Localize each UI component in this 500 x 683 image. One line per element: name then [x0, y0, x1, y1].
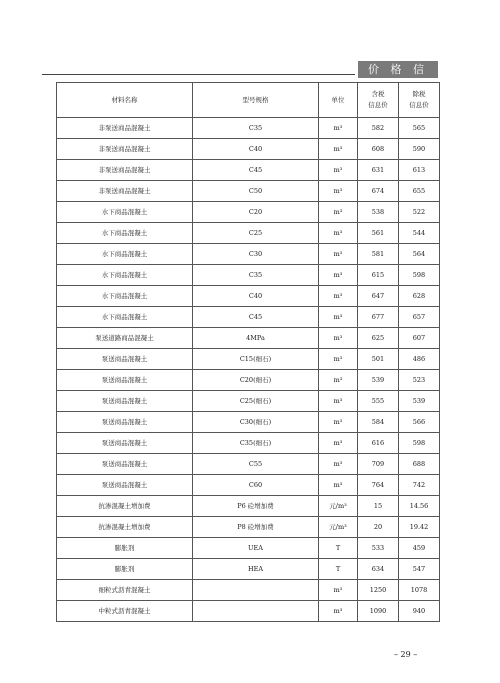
cell-name: 膨胀剂: [57, 559, 193, 580]
cell-name: 水下商品混凝土: [57, 223, 193, 244]
cell-unit: T: [319, 538, 358, 559]
cell-spec: C35: [193, 118, 319, 139]
cell-tax-excl: 544: [399, 223, 440, 244]
cell-tax-excl: 590: [399, 139, 440, 160]
cell-tax-incl: 647: [358, 286, 399, 307]
cell-tax-incl: 501: [358, 349, 399, 370]
cell-name: 泵送商品混凝土: [57, 412, 193, 433]
cell-tax-excl: 564: [399, 244, 440, 265]
cell-name: 水下商品混凝土: [57, 307, 193, 328]
table-row: [57, 496, 440, 517]
cell-unit: m³: [319, 601, 358, 622]
table-row: [57, 328, 440, 349]
cell-spec: C30(细石): [193, 412, 319, 433]
cell-spec: C15(细石): [193, 349, 319, 370]
table-row: [57, 433, 440, 454]
cell-spec: C25: [193, 223, 319, 244]
table-row: [57, 349, 440, 370]
cell-spec: C35: [193, 265, 319, 286]
cell-spec: C35(细石): [193, 433, 319, 454]
cell-name: 泵送道路商品混凝土: [57, 328, 193, 349]
cell-name: 泵送商品混凝土: [57, 370, 193, 391]
col-header-tax-excl-line1: 除税: [412, 90, 426, 98]
cell-tax-excl: 523: [399, 370, 440, 391]
table-row: [57, 580, 440, 601]
section-tab: 价 格 信 息: [358, 61, 438, 78]
cell-spec: C20: [193, 202, 319, 223]
cell-unit: T: [319, 559, 358, 580]
cell-name: 非泵送商品混凝土: [57, 139, 193, 160]
cell-name: 泵送商品混凝土: [57, 454, 193, 475]
cell-unit: m³: [319, 223, 358, 244]
cell-tax-incl: 584: [358, 412, 399, 433]
table-row: [57, 307, 440, 328]
table-row: [57, 244, 440, 265]
cell-spec: 4MPa: [193, 328, 319, 349]
cell-unit: m³: [319, 370, 358, 391]
cell-tax-excl: 657: [399, 307, 440, 328]
cell-spec: C30: [193, 244, 319, 265]
header-rule: [42, 74, 355, 75]
table-row: [57, 139, 440, 160]
cell-tax-incl: 1090: [358, 601, 399, 622]
col-header-tax-incl-line1: 含税: [371, 90, 385, 98]
cell-unit: m³: [319, 181, 358, 202]
cell-name: 水下商品混凝土: [57, 286, 193, 307]
cell-tax-incl: 677: [358, 307, 399, 328]
cell-spec: HEA: [193, 559, 319, 580]
table-row: [57, 118, 440, 139]
cell-spec: C45: [193, 160, 319, 181]
cell-unit: m³: [319, 265, 358, 286]
cell-tax-incl: 674: [358, 181, 399, 202]
col-header-tax-excl-line2: 信息价: [409, 101, 429, 109]
cell-name: 水下商品混凝土: [57, 265, 193, 286]
cell-spec: [193, 580, 319, 601]
cell-tax-excl: 486: [399, 349, 440, 370]
cell-unit: m³: [319, 328, 358, 349]
cell-unit: m³: [319, 433, 358, 454]
page-number: – 29 –: [394, 650, 418, 659]
cell-unit: m³: [319, 580, 358, 601]
cell-tax-incl: 15: [358, 496, 399, 517]
cell-name: 抗渗混凝土增加费: [57, 496, 193, 517]
cell-spec: C55: [193, 454, 319, 475]
cell-name: 水下商品混凝土: [57, 244, 193, 265]
cell-name: 中粒式沥青混凝土: [57, 601, 193, 622]
cell-unit: 元/m³: [319, 517, 358, 538]
cell-tax-incl: 20: [358, 517, 399, 538]
table-row: [57, 538, 440, 559]
cell-tax-excl: 566: [399, 412, 440, 433]
cell-spec: C20(细石): [193, 370, 319, 391]
cell-tax-incl: 615: [358, 265, 399, 286]
cell-spec: [193, 601, 319, 622]
cell-tax-excl: 613: [399, 160, 440, 181]
cell-tax-incl: 555: [358, 391, 399, 412]
table-row: [57, 559, 440, 580]
table-row: [57, 181, 440, 202]
table-header-row: [57, 83, 440, 118]
cell-tax-incl: 709: [358, 454, 399, 475]
cell-spec: UEA: [193, 538, 319, 559]
cell-tax-incl: 1250: [358, 580, 399, 601]
cell-tax-incl: 634: [358, 559, 399, 580]
cell-tax-incl: 582: [358, 118, 399, 139]
cell-tax-excl: 547: [399, 559, 440, 580]
cell-name: 抗渗混凝土增加费: [57, 517, 193, 538]
cell-spec: C25(细石): [193, 391, 319, 412]
cell-tax-incl: 539: [358, 370, 399, 391]
table-row: [57, 160, 440, 181]
cell-tax-incl: 631: [358, 160, 399, 181]
cell-tax-incl: 561: [358, 223, 399, 244]
cell-tax-excl: 598: [399, 265, 440, 286]
cell-tax-excl: 655: [399, 181, 440, 202]
table-row: [57, 601, 440, 622]
table-row: [57, 370, 440, 391]
cell-spec: P6 砼增加费: [193, 496, 319, 517]
cell-unit: m³: [319, 160, 358, 181]
cell-tax-incl: 625: [358, 328, 399, 349]
col-header-tax-incl: [358, 83, 399, 118]
cell-name: 水下商品混凝土: [57, 202, 193, 223]
cell-tax-excl: 607: [399, 328, 440, 349]
col-header-spec: 型号规格: [193, 83, 319, 118]
cell-name: 非泵送商品混凝土: [57, 181, 193, 202]
cell-unit: m³: [319, 454, 358, 475]
cell-tax-excl: 688: [399, 454, 440, 475]
col-header-name: 材料名称: [57, 83, 193, 118]
table-row: [57, 454, 440, 475]
cell-name: 非泵送商品混凝土: [57, 118, 193, 139]
cell-name: 泵送商品混凝土: [57, 433, 193, 454]
col-header-tax-excl: [399, 83, 440, 118]
cell-tax-incl: 608: [358, 139, 399, 160]
cell-spec: C50: [193, 181, 319, 202]
cell-tax-incl: 538: [358, 202, 399, 223]
cell-unit: m³: [319, 244, 358, 265]
cell-unit: m³: [319, 139, 358, 160]
cell-tax-excl: 14.56: [399, 496, 440, 517]
cell-unit: m³: [319, 307, 358, 328]
cell-unit: m³: [319, 412, 358, 433]
table-row: [57, 517, 440, 538]
cell-tax-excl: 598: [399, 433, 440, 454]
cell-unit: m³: [319, 118, 358, 139]
cell-tax-excl: 459: [399, 538, 440, 559]
table-row: [57, 286, 440, 307]
cell-tax-excl: 1078: [399, 580, 440, 601]
cell-spec: C40: [193, 286, 319, 307]
table-row: [57, 202, 440, 223]
table-row: [57, 475, 440, 496]
table-row: [57, 391, 440, 412]
cell-tax-incl: 533: [358, 538, 399, 559]
cell-tax-excl: 742: [399, 475, 440, 496]
cell-name: 膨胀剂: [57, 538, 193, 559]
cell-spec: C60: [193, 475, 319, 496]
cell-tax-excl: 628: [399, 286, 440, 307]
table-row: [57, 265, 440, 286]
cell-name: 泵送商品混凝土: [57, 391, 193, 412]
cell-unit: m³: [319, 286, 358, 307]
cell-name: 非泵送商品混凝土: [57, 160, 193, 181]
cell-tax-incl: 581: [358, 244, 399, 265]
cell-tax-excl: 565: [399, 118, 440, 139]
cell-unit: m³: [319, 349, 358, 370]
col-header-tax-incl-line2: 信息价: [368, 101, 388, 109]
col-header-unit: 单位: [319, 83, 358, 118]
cell-tax-excl: 522: [399, 202, 440, 223]
cell-spec: P8 砼增加费: [193, 517, 319, 538]
table-row: [57, 412, 440, 433]
cell-name: 泵送商品混凝土: [57, 349, 193, 370]
cell-name: 泵送商品混凝土: [57, 475, 193, 496]
cell-tax-excl: 940: [399, 601, 440, 622]
cell-unit: m³: [319, 391, 358, 412]
cell-name: 细粒式沥青混凝土: [57, 580, 193, 601]
cell-spec: C40: [193, 139, 319, 160]
price-table: [56, 82, 440, 622]
cell-unit: m³: [319, 202, 358, 223]
table-row: [57, 223, 440, 244]
cell-tax-incl: 764: [358, 475, 399, 496]
cell-spec: C45: [193, 307, 319, 328]
cell-tax-excl: 19.42: [399, 517, 440, 538]
cell-unit: 元/m³: [319, 496, 358, 517]
cell-tax-incl: 616: [358, 433, 399, 454]
table-body: [57, 118, 440, 622]
cell-tax-excl: 539: [399, 391, 440, 412]
cell-unit: m³: [319, 475, 358, 496]
